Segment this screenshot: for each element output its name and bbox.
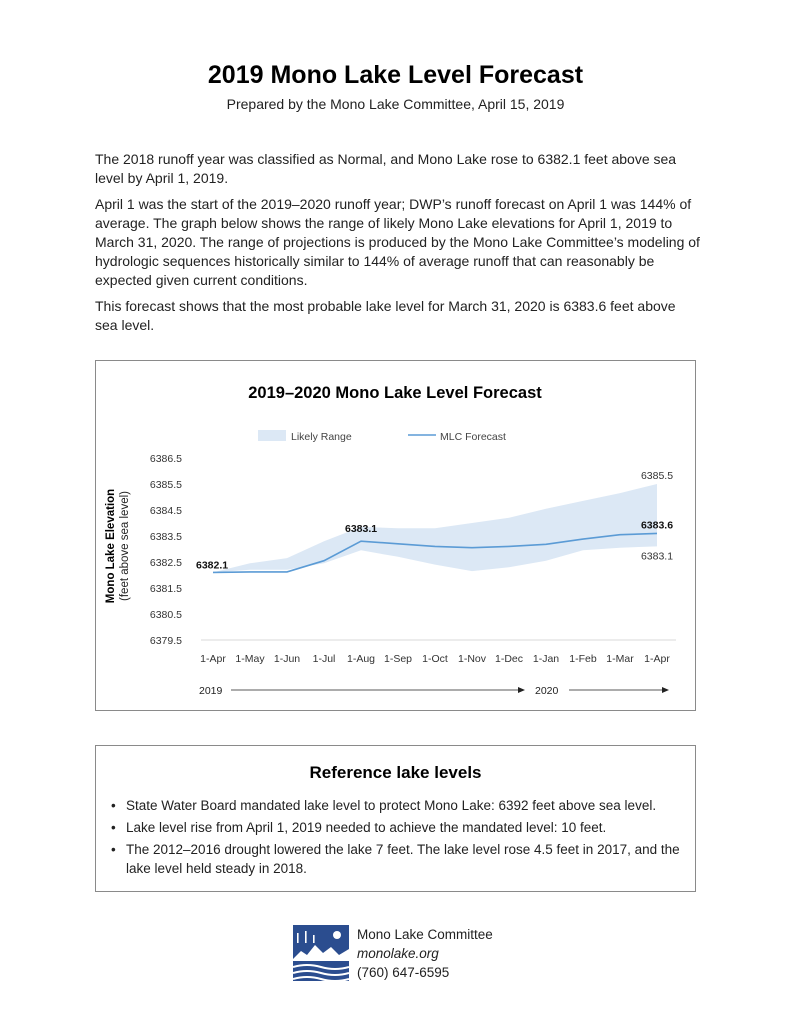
x-tick-label: 1-Oct xyxy=(422,653,448,665)
x-tick-label: 1-Apr xyxy=(644,653,670,665)
x-tick-label: 1-Sep xyxy=(383,653,413,665)
data-label: 6385.5 xyxy=(640,470,674,482)
data-label: 6382.1 xyxy=(196,559,229,572)
intro-paragraph-2: April 1 was the start of the 2019–2020 runoff year; DWP’s runoff forecast on April 1 was 144% of average. The graph below shows the range of likely Mono Lake elevations for April 1, 2019 to March 31, 2020. The range of projections is produced by the Mono Lake Committee’s modeling of hydrologic sequences historically similar to 144% of average runoff that can reasonably be expected given current conditions. xyxy=(95,196,700,288)
likely-range-band xyxy=(213,484,657,572)
footer-contact xyxy=(357,925,493,982)
y-tick-label: 6380.5 xyxy=(149,609,182,621)
y-tick-label: 6384.5 xyxy=(149,505,182,517)
x-tick-label: 1-Nov xyxy=(457,653,487,665)
reference-list xyxy=(108,796,688,881)
x-tick-label: 1-Jun xyxy=(273,653,301,665)
x-tick-label: 1-Jul xyxy=(312,653,336,665)
reference-title: Reference lake levels xyxy=(309,763,482,782)
year-arrow-head-1 xyxy=(518,687,525,693)
x-tick-label: 1-Apr xyxy=(200,653,226,665)
x-tick-labels xyxy=(200,653,670,665)
legend-range-swatch xyxy=(258,430,286,441)
year-start-label: 2019 xyxy=(199,685,223,697)
y-tick-label: 6386.5 xyxy=(149,453,182,465)
legend-range-label: Likely Range xyxy=(291,431,352,443)
x-tick-label: 1-Dec xyxy=(494,653,524,665)
year-arrow-head-2 xyxy=(662,687,669,693)
footer-org: Mono Lake Committee xyxy=(357,927,493,942)
forecast-chart-svg xyxy=(96,361,695,710)
footer-phone: (760) 647-6595 xyxy=(357,965,450,980)
reference-item: • Lake level rise from April 1, 2019 needed to achieve the mandated level: 10 feet. xyxy=(108,818,688,837)
mono-lake-committee-logo-icon xyxy=(293,925,349,981)
data-label: 6383.1 xyxy=(345,523,378,536)
y-tick-label: 6383.5 xyxy=(149,531,182,543)
y-axis-title: Mono Lake Elevation xyxy=(105,488,117,604)
y-axis-subtitle: (feet above sea level) xyxy=(119,491,131,601)
page-title: 2019 Mono Lake Level Forecast xyxy=(207,61,584,89)
x-tick-label: 1-Mar xyxy=(606,653,634,665)
data-label: 6383.6 xyxy=(640,519,674,532)
year-end-label: 2020 xyxy=(535,685,559,697)
reference-item: • The 2012–2016 drought lowered the lake 7 feet. The lake level rose 4.5 feet in 2017, and the lake level held steady in 2018. xyxy=(108,840,688,878)
y-tick-labels xyxy=(150,453,182,647)
y-axis-title-group xyxy=(105,489,131,603)
reference-levels-box xyxy=(95,745,696,892)
footer-website-link[interactable]: monolake.org xyxy=(357,946,439,961)
y-tick-label: 6385.5 xyxy=(149,479,182,491)
x-tick-label: 1-Aug xyxy=(346,653,376,665)
legend-forecast-label: MLC Forecast xyxy=(440,431,506,443)
x-tick-label: 1-Jan xyxy=(532,653,560,665)
intro-paragraph-3: This forecast shows that the most probable lake level for March 31, 2020 is 6383.6 feet above sea level. xyxy=(95,298,676,333)
data-label: 6383.1 xyxy=(640,550,674,563)
chart-title: 2019–2020 Mono Lake Level Forecast xyxy=(248,384,542,402)
y-tick-label: 6382.5 xyxy=(149,557,182,569)
reference-item: • State Water Board mandated lake level to protect Mono Lake: 6392 feet above sea level. xyxy=(108,796,688,815)
forecast-chart xyxy=(95,360,696,711)
y-tick-label: 6379.5 xyxy=(149,635,182,647)
intro-paragraph-1: The 2018 runoff year was classified as Normal, and Mono Lake rose to 6382.1 feet above sea level by April 1, 2019. xyxy=(95,151,677,186)
page-subtitle: Prepared by the Mono Lake Committee, April 15, 2019 xyxy=(226,96,565,112)
x-tick-label: 1-Feb xyxy=(569,653,597,665)
x-tick-label: 1-May xyxy=(235,653,265,665)
y-tick-label: 6381.5 xyxy=(149,583,182,595)
